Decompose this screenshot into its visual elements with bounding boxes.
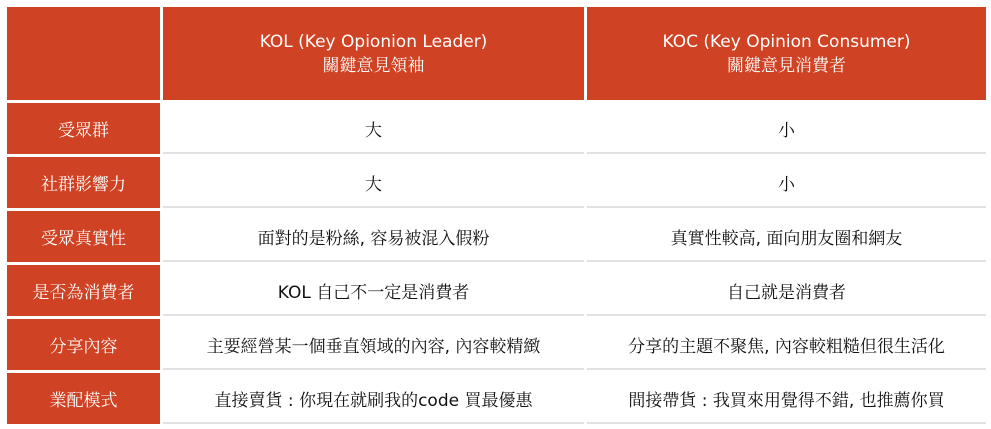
koc-value: 真實性較高, 面向朋友圈和網友	[586, 210, 988, 264]
table-row	[6, 318, 988, 372]
table-row	[6, 102, 988, 156]
kol-value: 主要經營某一個垂直領域的內容, 內容較精緻	[162, 318, 586, 372]
header-kol-title: KOL (Key Opionion Leader)	[259, 31, 488, 52]
header-kol-cell	[162, 6, 586, 102]
table-row	[6, 372, 988, 426]
koc-value: 小	[586, 156, 988, 210]
table-row	[6, 156, 988, 210]
koc-value: 間接帶貨 : 我買來用覺得不錯, 也推薦你買	[586, 372, 988, 426]
kol-koc-comparison-table	[4, 4, 989, 427]
header-koc-title: KOC (Key Opinion Consumer)	[662, 31, 911, 52]
row-label-sponsorship: 業配模式	[6, 372, 162, 426]
koc-value: 小	[586, 102, 988, 156]
header-corner-cell	[6, 6, 162, 102]
koc-value: 分享的主題不聚焦, 內容較粗糙但很生活化	[586, 318, 988, 372]
kol-value: 面對的是粉絲, 容易被混入假粉	[162, 210, 586, 264]
row-label-is-consumer: 是否為消費者	[6, 264, 162, 318]
header-koc-subtitle: 關鍵意見消費者	[727, 55, 846, 76]
kol-value: 直接賣貨 : 你現在就刷我的code 買最優惠	[162, 372, 586, 426]
row-label-authenticity: 受眾真實性	[6, 210, 162, 264]
row-label-influence: 社群影響力	[6, 156, 162, 210]
kol-value: 大	[162, 156, 586, 210]
kol-value: KOL 自己不一定是消費者	[162, 264, 586, 318]
row-label-audience: 受眾群	[6, 102, 162, 156]
table-row	[6, 210, 988, 264]
table-row	[6, 264, 988, 318]
koc-value: 自己就是消費者	[586, 264, 988, 318]
header-koc-cell	[586, 6, 988, 102]
row-label-content: 分享內容	[6, 318, 162, 372]
header-row	[6, 6, 988, 102]
header-kol-subtitle: 關鍵意見領袖	[322, 55, 425, 76]
kol-value: 大	[162, 102, 586, 156]
